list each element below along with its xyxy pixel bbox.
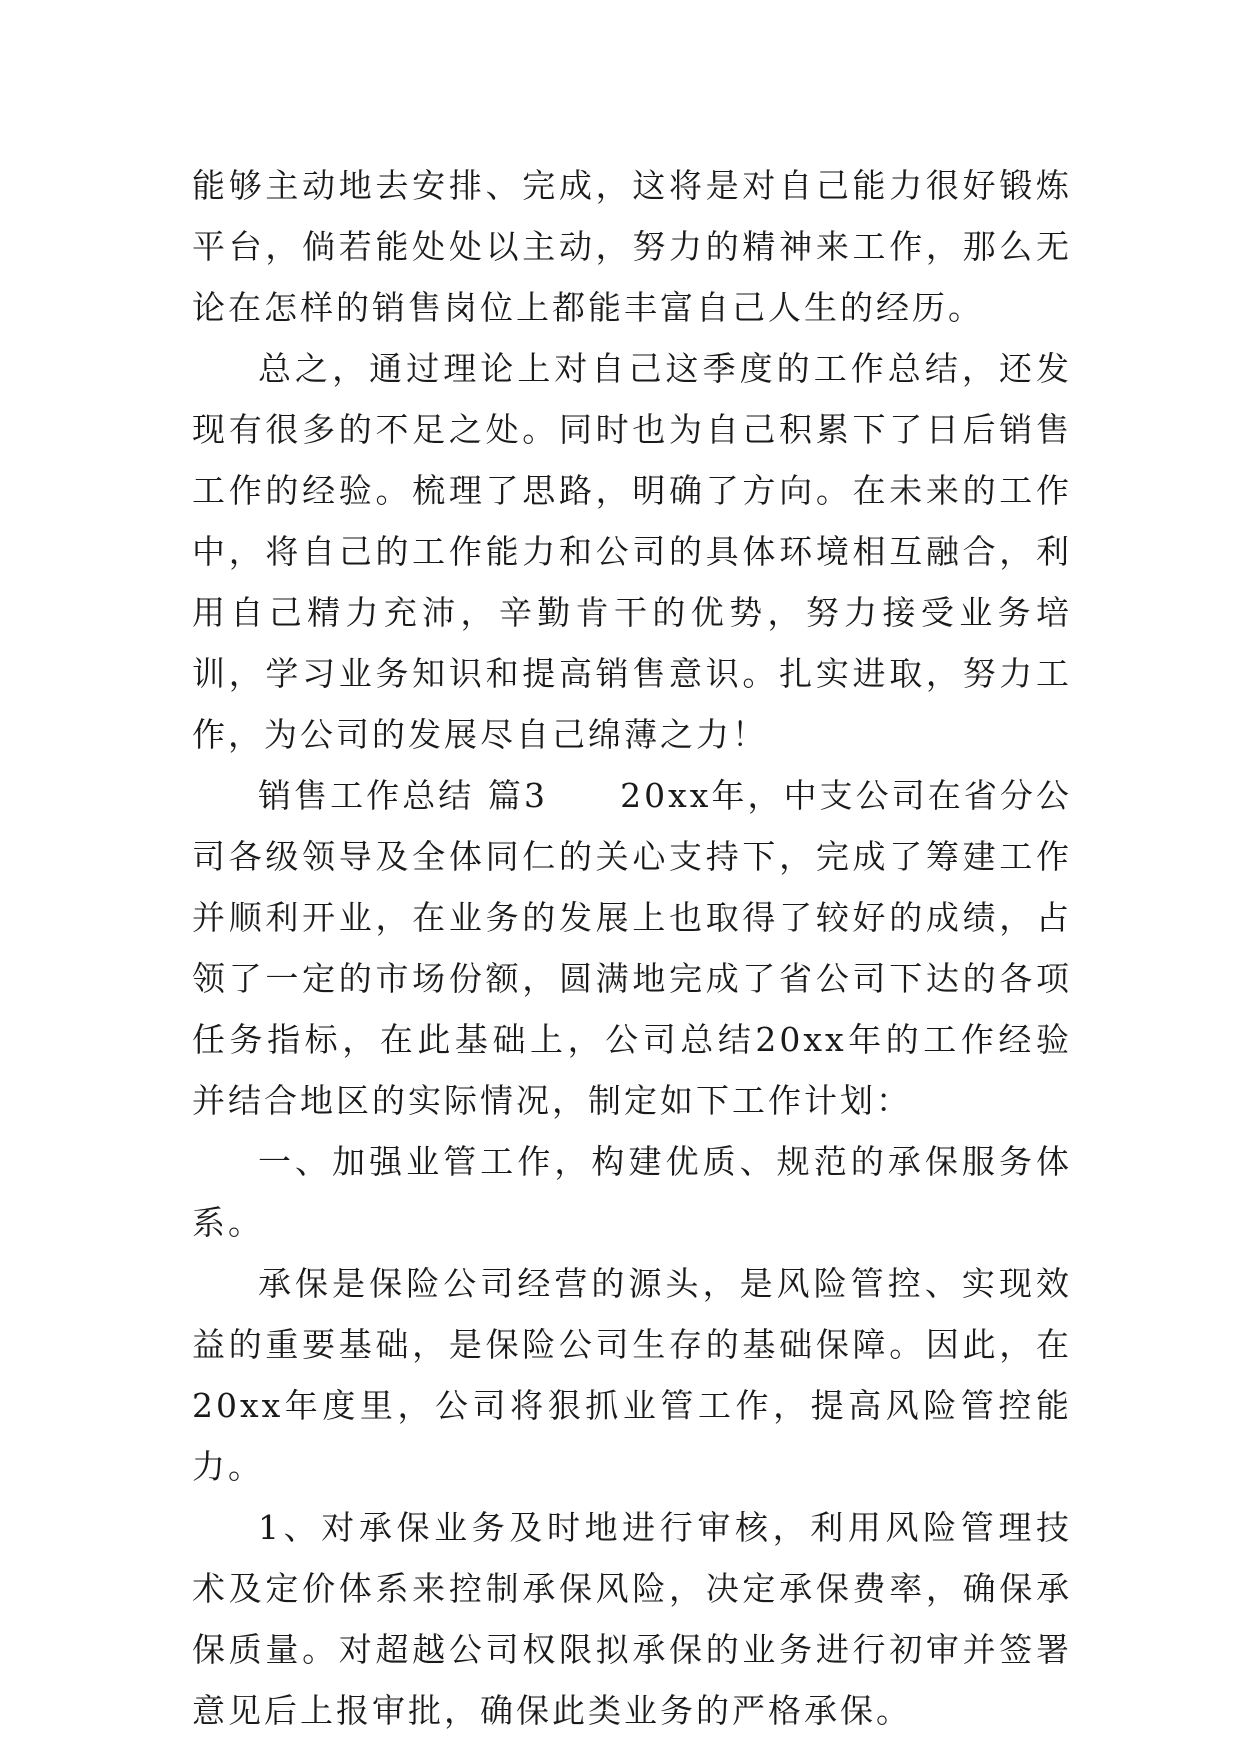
- paragraph-3: 销售工作总结 篇3 20xx年，中支公司在省分公司各级领导及全体同仁的关心支持下，完成了筹建工作并顺利开业，在业务的发展上也取得了较好的成绩，占领了一定的市场份额，圆满地完成了省公司下达的各项任务指标，在此基础上，公司总结20xx年的工作经验并结合地区的实际情况，制定如下工作计划：: [192, 776, 1072, 1120]
- document-body: [192, 155, 1072, 1741]
- paragraph-1: 能够主动地去安排、完成，这将是对自己能力很好锻炼平台，倘若能处处以主动，努力的精神来工作，那么无论在怎样的销售岗位上都能丰富自己人生的经历。: [192, 166, 1072, 327]
- paragraph-4: 一、加强业管工作，构建优质、规范的承保服务体系。: [192, 1142, 1072, 1242]
- paragraph-2: 总之，通过理论上对自己这季度的工作总结，还发现有很多的不足之处。同时也为自己积累下了日后销售工作的经验。梳理了思路，明确了方向。在未来的工作中，将自己的工作能力和公司的具体环境相互融合，利用自己精力充沛，辛勤肯干的优势，努力接受业务培训，学习业务知识和提高销售意识。扎实进取，努力工作，为公司的发展尽自己绵薄之力！: [192, 349, 1072, 754]
- paragraph-5: 承保是保险公司经营的源头，是风险管控、实现效益的重要基础，是保险公司生存的基础保障。因此，在20xx年度里，公司将狠抓业管工作，提高风险管控能力。: [192, 1264, 1072, 1486]
- paragraph-6: 1、对承保业务及时地进行审核，利用风险管理技术及定价体系来控制承保风险，决定承保费率，确保承保质量。对超越公司权限拟承保的业务进行初审并签署意见后上报审批，确保此类业务的严格承保。: [192, 1508, 1072, 1730]
